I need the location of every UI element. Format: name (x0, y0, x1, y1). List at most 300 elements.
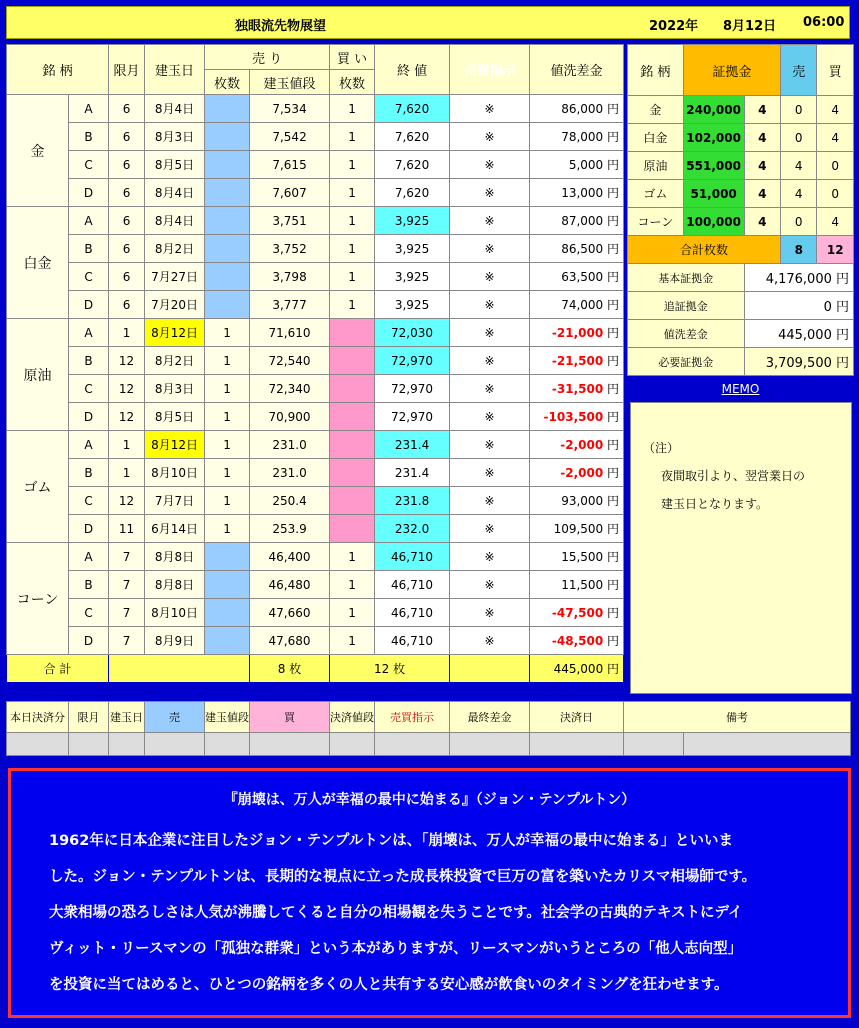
quote-line: を投資に当てはめると、ひとつの銘柄を多くの人と共有する安心感が飲食いのタイミングを狂わせます。 (49, 977, 729, 993)
margin-amount: 240,000 (683, 96, 744, 124)
summary-value: 445,000 円 (744, 320, 853, 348)
entry-price: 46,480 (250, 571, 330, 599)
sell-qty: 1 (205, 487, 250, 515)
closing-header: 建玉日 (109, 702, 145, 733)
closing-cell (530, 733, 624, 756)
entry-date: 8月8日 (145, 543, 205, 571)
signal-mark: ※ (450, 235, 530, 263)
buy-qty (330, 347, 375, 375)
margin-table (627, 44, 854, 376)
close-price: 7,620 (375, 179, 450, 207)
margin-row (628, 124, 854, 152)
header-maisuu-buy: 枚数 (330, 70, 375, 95)
contract-month: 6 (109, 123, 145, 151)
close-price: 46,710 (375, 599, 450, 627)
sell-qty: 1 (205, 375, 250, 403)
mark-to-market: 87,000 (561, 214, 604, 228)
margin-row (628, 96, 854, 124)
buy-qty: 1 (330, 571, 375, 599)
margin-count: 4 (744, 208, 780, 236)
buy-qty: 1 (330, 95, 375, 123)
close-price: 3,925 (375, 235, 450, 263)
entry-date: 7月7日 (145, 487, 205, 515)
contract-month: 6 (109, 263, 145, 291)
sell-qty (205, 599, 250, 627)
signal-mark: ※ (450, 571, 530, 599)
closing-cell (7, 733, 69, 756)
entry-price: 7,615 (250, 151, 330, 179)
position-row (7, 291, 624, 319)
contract-month: 7 (109, 543, 145, 571)
contract-month: 12 (109, 403, 145, 431)
signal-mark: ※ (450, 179, 530, 207)
closing-table (6, 701, 851, 756)
entry-date: 8月2日 (145, 347, 205, 375)
summary-row (628, 320, 854, 348)
sell-qty (205, 123, 250, 151)
margin-buy: 0 (817, 180, 854, 208)
buy-qty (330, 487, 375, 515)
header-date: 8月12日 (723, 19, 777, 34)
yen-unit: 円 (607, 298, 620, 312)
buy-qty (330, 515, 375, 543)
margin-commodity: コーン (628, 208, 684, 236)
signal-button[interactable]: 売買指示 (450, 45, 530, 95)
sell-qty (205, 179, 250, 207)
mark-to-market: -103,500 (543, 410, 604, 424)
mark-to-market: 109,500 (553, 522, 604, 536)
contract-month: 1 (109, 459, 145, 487)
close-price: 7,620 (375, 95, 450, 123)
quote-panel (8, 768, 851, 1018)
memo-link[interactable]: MEMO (627, 378, 854, 400)
total-sell: 8 枚 (250, 655, 330, 683)
signal-mark: ※ (450, 543, 530, 571)
position-row (7, 487, 624, 515)
contract-code: C (69, 599, 109, 627)
contract-code: C (69, 487, 109, 515)
commodity-name: 原油 (7, 319, 69, 431)
closing-header: 決済日 (530, 702, 624, 733)
summary-row (628, 264, 854, 292)
position-row (7, 627, 624, 655)
commodity-name: コーン (7, 543, 69, 655)
contract-month: 6 (109, 179, 145, 207)
buy-qty: 1 (330, 263, 375, 291)
entry-date: 6月14日 (145, 515, 205, 543)
closing-cell (69, 733, 109, 756)
margin-row (628, 208, 854, 236)
contract-code: A (69, 319, 109, 347)
contract-code: D (69, 627, 109, 655)
yen-unit: 円 (607, 270, 620, 284)
side-total-label: 合計枚数 (628, 236, 781, 264)
yen-unit: 円 (607, 214, 620, 228)
header-tateday: 建玉日 (145, 45, 205, 95)
sell-qty: 1 (205, 431, 250, 459)
contract-code: A (69, 431, 109, 459)
position-row (7, 459, 624, 487)
close-price: 3,925 (375, 263, 450, 291)
summary-value: 4,176,000 円 (744, 264, 853, 292)
contract-code: C (69, 263, 109, 291)
closing-cell (109, 733, 145, 756)
contract-code: D (69, 179, 109, 207)
margin-amount: 551,000 (683, 152, 744, 180)
quote-line: 大衆相場の恐ろしさは人気が沸騰してくると自分の相場観を失うことです。社会学の古典的テキストにデイ (49, 905, 743, 921)
entry-price: 7,542 (250, 123, 330, 151)
contract-month: 12 (109, 347, 145, 375)
header-tateprice: 建玉値段 (250, 70, 330, 95)
buy-qty: 1 (330, 179, 375, 207)
yen-unit: 円 (607, 466, 620, 480)
yen-unit: 円 (607, 410, 620, 424)
signal-mark: ※ (450, 291, 530, 319)
contract-month: 1 (109, 431, 145, 459)
entry-date: 8月2日 (145, 235, 205, 263)
close-price: 3,925 (375, 291, 450, 319)
position-row (7, 235, 624, 263)
entry-date: 7月27日 (145, 263, 205, 291)
mark-to-market: 15,500 (561, 550, 604, 564)
sell-qty: 1 (205, 515, 250, 543)
sell-qty (205, 151, 250, 179)
contract-code: B (69, 347, 109, 375)
contract-month: 6 (109, 95, 145, 123)
sell-qty: 1 (205, 347, 250, 375)
header-meigara: 銘 柄 (7, 45, 109, 95)
margin-buy: 4 (817, 96, 854, 124)
entry-date: 8月3日 (145, 375, 205, 403)
header-year: 2022年 (649, 19, 699, 34)
margin-buy: 4 (817, 208, 854, 236)
signal-mark: ※ (450, 375, 530, 403)
mark-to-market: 5,000 (568, 158, 604, 172)
entry-date: 8月8日 (145, 571, 205, 599)
side-total-sell: 8 (781, 236, 817, 264)
signal-mark: ※ (450, 123, 530, 151)
side-total-buy: 12 (817, 236, 854, 264)
margin-buy: 4 (817, 124, 854, 152)
header-gengetsu: 限月 (109, 45, 145, 95)
margin-commodity: ゴム (628, 180, 684, 208)
mark-to-market: 86,000 (561, 102, 604, 116)
close-price: 231.4 (375, 431, 450, 459)
header-kai: 買 い (330, 45, 375, 70)
margin-count: 4 (744, 152, 780, 180)
yen-unit: 円 (607, 382, 620, 396)
position-row (7, 571, 624, 599)
contract-month: 11 (109, 515, 145, 543)
margin-commodity: 原油 (628, 152, 684, 180)
entry-price: 70,900 (250, 403, 330, 431)
margin-row (628, 152, 854, 180)
yen-unit: 円 (607, 606, 620, 620)
memo-line: 建玉日となります。 (661, 497, 769, 511)
memo-panel (630, 402, 852, 694)
yen-unit: 円 (607, 522, 620, 536)
signal-mark: ※ (450, 319, 530, 347)
signal-mark: ※ (450, 627, 530, 655)
buy-qty: 1 (330, 123, 375, 151)
close-price: 72,030 (375, 319, 450, 347)
entry-price: 47,660 (250, 599, 330, 627)
contract-code: D (69, 291, 109, 319)
contract-code: A (69, 543, 109, 571)
close-price: 46,710 (375, 543, 450, 571)
closing-cell (450, 733, 530, 756)
buy-qty: 1 (330, 207, 375, 235)
margin-sell: 4 (781, 152, 817, 180)
closing-header: 限月 (69, 702, 109, 733)
buy-qty (330, 319, 375, 347)
summary-value: 3,709,500 円 (744, 348, 853, 376)
contract-month: 7 (109, 627, 145, 655)
summary-row (628, 292, 854, 320)
entry-price: 46,400 (250, 543, 330, 571)
close-price: 231.8 (375, 487, 450, 515)
contract-code: D (69, 403, 109, 431)
closing-cell (684, 733, 851, 756)
position-row (7, 543, 624, 571)
contract-month: 1 (109, 319, 145, 347)
yen-unit: 円 (607, 438, 620, 452)
entry-price: 3,751 (250, 207, 330, 235)
contract-month: 6 (109, 291, 145, 319)
buy-qty (330, 459, 375, 487)
margin-buy: 0 (817, 152, 854, 180)
side-header-buy: 買 (817, 45, 854, 96)
closing-cell (145, 733, 205, 756)
summary-row (628, 348, 854, 376)
contract-code: A (69, 207, 109, 235)
position-row (7, 263, 624, 291)
entry-date: 8月4日 (145, 207, 205, 235)
entry-date: 7月20日 (145, 291, 205, 319)
signal-mark: ※ (450, 151, 530, 179)
mark-to-market: -21,500 (551, 354, 604, 368)
yen-unit: 円 (607, 326, 620, 340)
quote-line: した。ジョン・テンプルトンは、長期的な視点に立った成長株投資で巨万の富を築いたカリスマ相場師です。 (49, 869, 757, 885)
side-header-sell: 売 (781, 45, 817, 96)
signal-mark: ※ (450, 95, 530, 123)
yen-unit: 円 (607, 354, 620, 368)
contract-code: D (69, 515, 109, 543)
commodity-name: 白金 (7, 207, 69, 319)
mark-to-market: 78,000 (561, 130, 604, 144)
entry-date: 8月9日 (145, 627, 205, 655)
sell-qty (205, 95, 250, 123)
buy-qty: 1 (330, 543, 375, 571)
side-header-margin: 証拠金 (683, 45, 780, 96)
position-row (7, 123, 624, 151)
margin-amount: 100,000 (683, 208, 744, 236)
entry-price: 3,752 (250, 235, 330, 263)
mark-to-market: 11,500 (561, 578, 604, 592)
buy-qty: 1 (330, 151, 375, 179)
mark-to-market: 74,000 (561, 298, 604, 312)
header-owarine: 終 値 (375, 45, 450, 95)
header-maisuu-sell: 枚数 (205, 70, 250, 95)
memo-line: 夜間取引より、翌営業日の (661, 469, 806, 483)
close-price: 46,710 (375, 627, 450, 655)
mark-to-market: 93,000 (561, 494, 604, 508)
contract-code: B (69, 123, 109, 151)
yen-unit: 円 (607, 102, 620, 116)
header-time: 06:00 (803, 15, 845, 30)
yen-unit: 円 (607, 158, 620, 172)
sell-qty (205, 263, 250, 291)
page-title: 独眼流先物展望 (235, 19, 327, 34)
closing-cell (205, 733, 250, 756)
contract-code: C (69, 375, 109, 403)
entry-price: 72,340 (250, 375, 330, 403)
buy-qty (330, 375, 375, 403)
contract-month: 12 (109, 487, 145, 515)
margin-sell: 0 (781, 208, 817, 236)
entry-price: 3,777 (250, 291, 330, 319)
margin-commodity: 白金 (628, 124, 684, 152)
yen-unit: 円 (607, 494, 620, 508)
mark-to-market: -48,500 (551, 634, 604, 648)
closing-cell (624, 733, 684, 756)
closing-header: 決済値段 (330, 702, 375, 733)
closing-cell (330, 733, 375, 756)
entry-date: 8月4日 (145, 95, 205, 123)
yen-unit: 円 (607, 578, 620, 592)
closing-header: 本日決済分 (7, 702, 69, 733)
closing-header: 売 (145, 702, 205, 733)
entry-date: 8月12日 (145, 431, 205, 459)
header-uri: 売 り (205, 45, 330, 70)
buy-qty: 1 (330, 291, 375, 319)
contract-code: A (69, 95, 109, 123)
entry-price: 231.0 (250, 459, 330, 487)
mark-to-market: -21,000 (551, 326, 604, 340)
margin-amount: 51,000 (683, 180, 744, 208)
yen-unit: 円 (607, 634, 620, 648)
contract-code: B (69, 459, 109, 487)
closing-cell (375, 733, 450, 756)
closing-header: 最終差金 (450, 702, 530, 733)
position-row (7, 151, 624, 179)
total-label: 合 計 (7, 655, 109, 683)
yen-unit: 円 (607, 242, 620, 256)
margin-count: 4 (744, 124, 780, 152)
entry-date: 8月5日 (145, 151, 205, 179)
signal-mark: ※ (450, 459, 530, 487)
position-row (7, 179, 624, 207)
buy-qty: 1 (330, 235, 375, 263)
entry-price: 72,540 (250, 347, 330, 375)
commodity-name: 金 (7, 95, 69, 207)
buy-qty: 1 (330, 627, 375, 655)
mark-to-market: -31,500 (551, 382, 604, 396)
closing-cell (250, 733, 330, 756)
signal-mark: ※ (450, 487, 530, 515)
summary-label: 追証拠金 (628, 292, 745, 320)
entry-price: 71,610 (250, 319, 330, 347)
mark-to-market: -47,500 (551, 606, 604, 620)
entry-price: 7,534 (250, 95, 330, 123)
close-price: 3,925 (375, 207, 450, 235)
mark-to-market: -2,000 (560, 438, 604, 452)
closing-header: 売買指示 (375, 702, 450, 733)
close-price: 72,970 (375, 347, 450, 375)
close-price: 72,970 (375, 403, 450, 431)
memo-line: （注） (643, 441, 680, 455)
position-row (7, 207, 624, 235)
sell-qty: 1 (205, 459, 250, 487)
close-price: 72,970 (375, 375, 450, 403)
signal-mark: ※ (450, 403, 530, 431)
margin-amount: 102,000 (683, 124, 744, 152)
header-diff: 値洗差金 (530, 45, 624, 95)
sell-qty (205, 207, 250, 235)
sell-qty (205, 571, 250, 599)
buy-qty: 1 (330, 599, 375, 627)
close-price: 7,620 (375, 123, 450, 151)
sell-qty: 1 (205, 319, 250, 347)
entry-price: 3,798 (250, 263, 330, 291)
position-row (7, 431, 624, 459)
summary-label: 基本証拠金 (628, 264, 745, 292)
summary-value: 0 円 (744, 292, 853, 320)
total-row (7, 655, 624, 683)
signal-mark: ※ (450, 347, 530, 375)
contract-code: B (69, 571, 109, 599)
buy-qty (330, 431, 375, 459)
position-row (7, 403, 624, 431)
summary-label: 必要証拠金 (628, 348, 745, 376)
contract-month: 6 (109, 151, 145, 179)
margin-count: 4 (744, 180, 780, 208)
buy-qty (330, 403, 375, 431)
entry-price: 7,607 (250, 179, 330, 207)
entry-date: 8月10日 (145, 599, 205, 627)
signal-mark: ※ (450, 263, 530, 291)
closing-header: 建玉値段 (205, 702, 250, 733)
entry-date: 8月4日 (145, 179, 205, 207)
signal-mark: ※ (450, 431, 530, 459)
entry-price: 250.4 (250, 487, 330, 515)
contract-month: 7 (109, 571, 145, 599)
sell-qty: 1 (205, 403, 250, 431)
positions-table (6, 44, 624, 683)
close-price: 232.0 (375, 515, 450, 543)
signal-mark: ※ (450, 207, 530, 235)
close-price: 46,710 (375, 571, 450, 599)
yen-unit: 円 (607, 550, 620, 564)
entry-date: 8月3日 (145, 123, 205, 151)
contract-code: C (69, 151, 109, 179)
margin-sell: 0 (781, 96, 817, 124)
position-row (7, 319, 624, 347)
mark-to-market: -2,000 (560, 466, 604, 480)
contract-month: 12 (109, 375, 145, 403)
quote-line: 1962年に日本企業に注目したジョン・テンプルトンは、「崩壊は、万人が幸福の最中に始まる」といいま (49, 833, 734, 849)
commodity-name: ゴム (7, 431, 69, 543)
entry-price: 47,680 (250, 627, 330, 655)
contract-month: 6 (109, 235, 145, 263)
quote-line: ヴィット・リースマンの「孤独な群衆」という本がありますが、リースマンがいうところの「他人志向型」 (49, 941, 743, 957)
closing-header: 備考 (624, 702, 851, 733)
sell-qty (205, 543, 250, 571)
entry-date: 8月10日 (145, 459, 205, 487)
yen-unit: 円 (607, 186, 620, 200)
contract-code: B (69, 235, 109, 263)
sell-qty (205, 235, 250, 263)
